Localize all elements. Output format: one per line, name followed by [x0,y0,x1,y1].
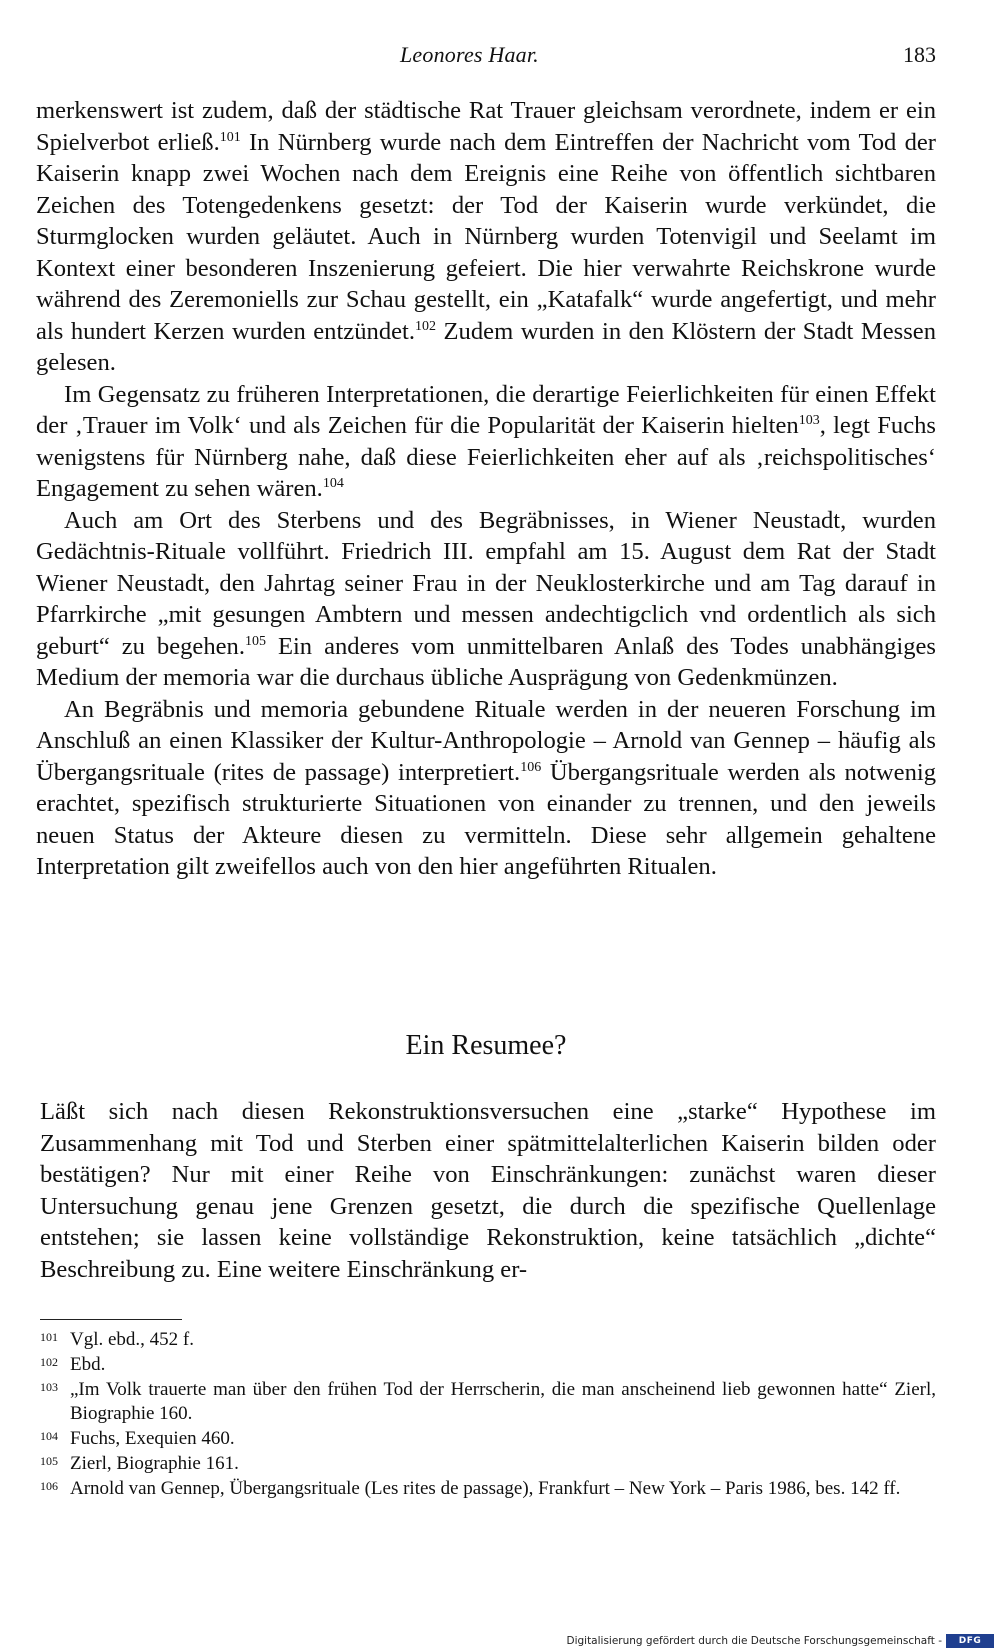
footnote-ref-104: 104 [322,476,344,491]
footnote-103 [40,1378,936,1428]
body-text [36,95,936,883]
footnote-number: 102 [40,1354,58,1369]
footnote-number: 106 [40,1478,58,1493]
footnote-ref-105: 105 [244,633,266,649]
footnote-ref-106: 106 [520,759,542,775]
text-run: Auch am Ort des Sterbens und des Begräbnisses, in Wiener Neustadt, wurden Gedächtnis-Rituale vollführt. Friedrich III. empfahl am 15. August dem Rat der Stadt Wiener Neustadt, den Jahrtag seiner Frau in der Neuklosterkirche und am Tag darauf in Pfarrkirche „mit gesungen Ambtern und messen andechtigclich vnd ordentlich als sich geburt“ zu begehen. [36,506,936,660]
footnote-text: Zierl, Biographie 161. [70,1452,239,1474]
running-title: Leonores Haar. [400,42,539,67]
running-header [36,42,936,76]
paragraph-1 [36,95,936,379]
footnote-number: 105 [40,1453,58,1468]
footnote-divider [40,1319,182,1320]
footnote-text: Arnold van Gennep, Übergangsrituale (Les rites de passage), Frankfurt – New York – Paris 1986, bes. 142 ff. [70,1477,901,1499]
text-run: In Nürnberg wurde nach dem Eintreffen der Nachricht vom Tod der Kaiserin knapp zwei Wochen nach dem Ereignis eine Reihe von öffentlich sichtbaren Zeichen des Totengedenkens gesetzt: der Tod der Kaiserin wurde verkündet, die Sturmglocken wurden geläutet. Auch in Nürnberg wurden Totenvigil und Seelamt im Kontext einer besonderen Inszenierung gefeiert. Die hier verwahrte Reichskrone wurde während des Zeremoniells zur Schau gestellt, ein „Katafalk“ wurde angefertigt, und mehr als hundert Kerzen wurden entzündet. [36,128,936,345]
section-body [40,1096,936,1285]
page-number: 183 [903,42,936,67]
text-run: Ein anderes vom unmittelbaren Anlaß des Todes unabhängiges Medium der memoria war die durchaus übliche Ausprägung von Gedenkmünzen. [36,632,936,691]
book-page [36,0,936,1651]
section-paragraph: Läßt sich nach diesen Rekonstruktionsversuchen eine „starke“ Hypothese im Zusammenhang mit Tod und Sterben einer spätmittelalterlichen Kaiserin bilden oder bestätigen? Nur mit einer Reihe von Einschränkungen: zunächst waren dieser Untersuchung genau jene Grenzen gesetzt, die durch die spezifische Quellenlage entstehen; sie lassen keine vollständige Rekonstruktion, keine tatsächlich „dichte“ Beschreibung zu. Eine weitere Einschränkung er- [40,1098,936,1283]
text-run: , legt Fuchs wenigstens für Nürnberg nahe, daß diese Feierlichkeiten eher auf als ‚reichspolitisches‘ Engagement zu sehen wären. [36,412,936,502]
paragraph-3 [36,505,936,694]
footnote-number: 103 [40,1379,58,1394]
footnote-text: Vgl. ebd., 452 f. [70,1329,195,1350]
footnote-104 [40,1427,936,1452]
footnote-ref-101: 101 [219,129,241,145]
footnote-text: Ebd. [70,1353,106,1375]
footnote-ref-103: 103 [798,413,820,428]
paragraph-4 [36,694,936,883]
section-heading: Ein Resumee? [405,1030,567,1061]
digitization-credit: Digitalisierung gefördert durch die Deutsche Forschungsgemeinschaft - [566,1635,942,1647]
text-run: Übergangsrituale werden als notwenig erachtet, spezifisch strukturierte Situationen von einander zu trennen, und den jeweils neuen Status der Akteure diesen zu vermitteln. Diese sehr allgemein gehaltene Interpretation gilt zweifellos auch von den hier angeführten Ritualen. [36,758,937,880]
footnote-105 [40,1452,936,1477]
text-run: Zudem wurden in den Klöstern der Stadt Messen gelesen. [36,317,936,376]
footnote-number: 101 [40,1330,58,1344]
text-run: merkenswert ist zudem, daß der städtische Rat Trauer gleichsam verordnete, indem er ein Spielverbot erließ. [36,97,936,156]
paragraph-2 [36,379,936,505]
footnote-text: Fuchs, Exequien 460. [70,1428,235,1450]
footnote-text: „Im Volk trauerte man über den frühen Tod der Herrscherin, die man anscheinend lieb gewonnen hatte“ Zierl, Biographie 160. [70,1378,936,1425]
footnote-102 [40,1353,936,1378]
footnote-106 [40,1477,936,1502]
dfg-logo: DFG [946,1634,994,1648]
footnote-101 [40,1328,936,1353]
footnote-ref-102: 102 [415,318,437,334]
footnotes [40,1328,936,1502]
text-run: Im Gegensatz zu früheren Interpretationen, die derartige Feierlichkeiten für einen Effekt der ‚Trauer im Volk‘ und als Zeichen für die Popularität der Kaiserin hielten [36,380,936,439]
footnote-number: 104 [40,1429,58,1444]
text-run: An Begräbnis und memoria gebundene Rituale werden in der neueren Forschung im Anschluß an einen Klassiker der Kultur-Anthropologie – Arnold van Gennep – häufig als Übergangsrituale (rites de passage) interpretiert. [36,695,936,786]
